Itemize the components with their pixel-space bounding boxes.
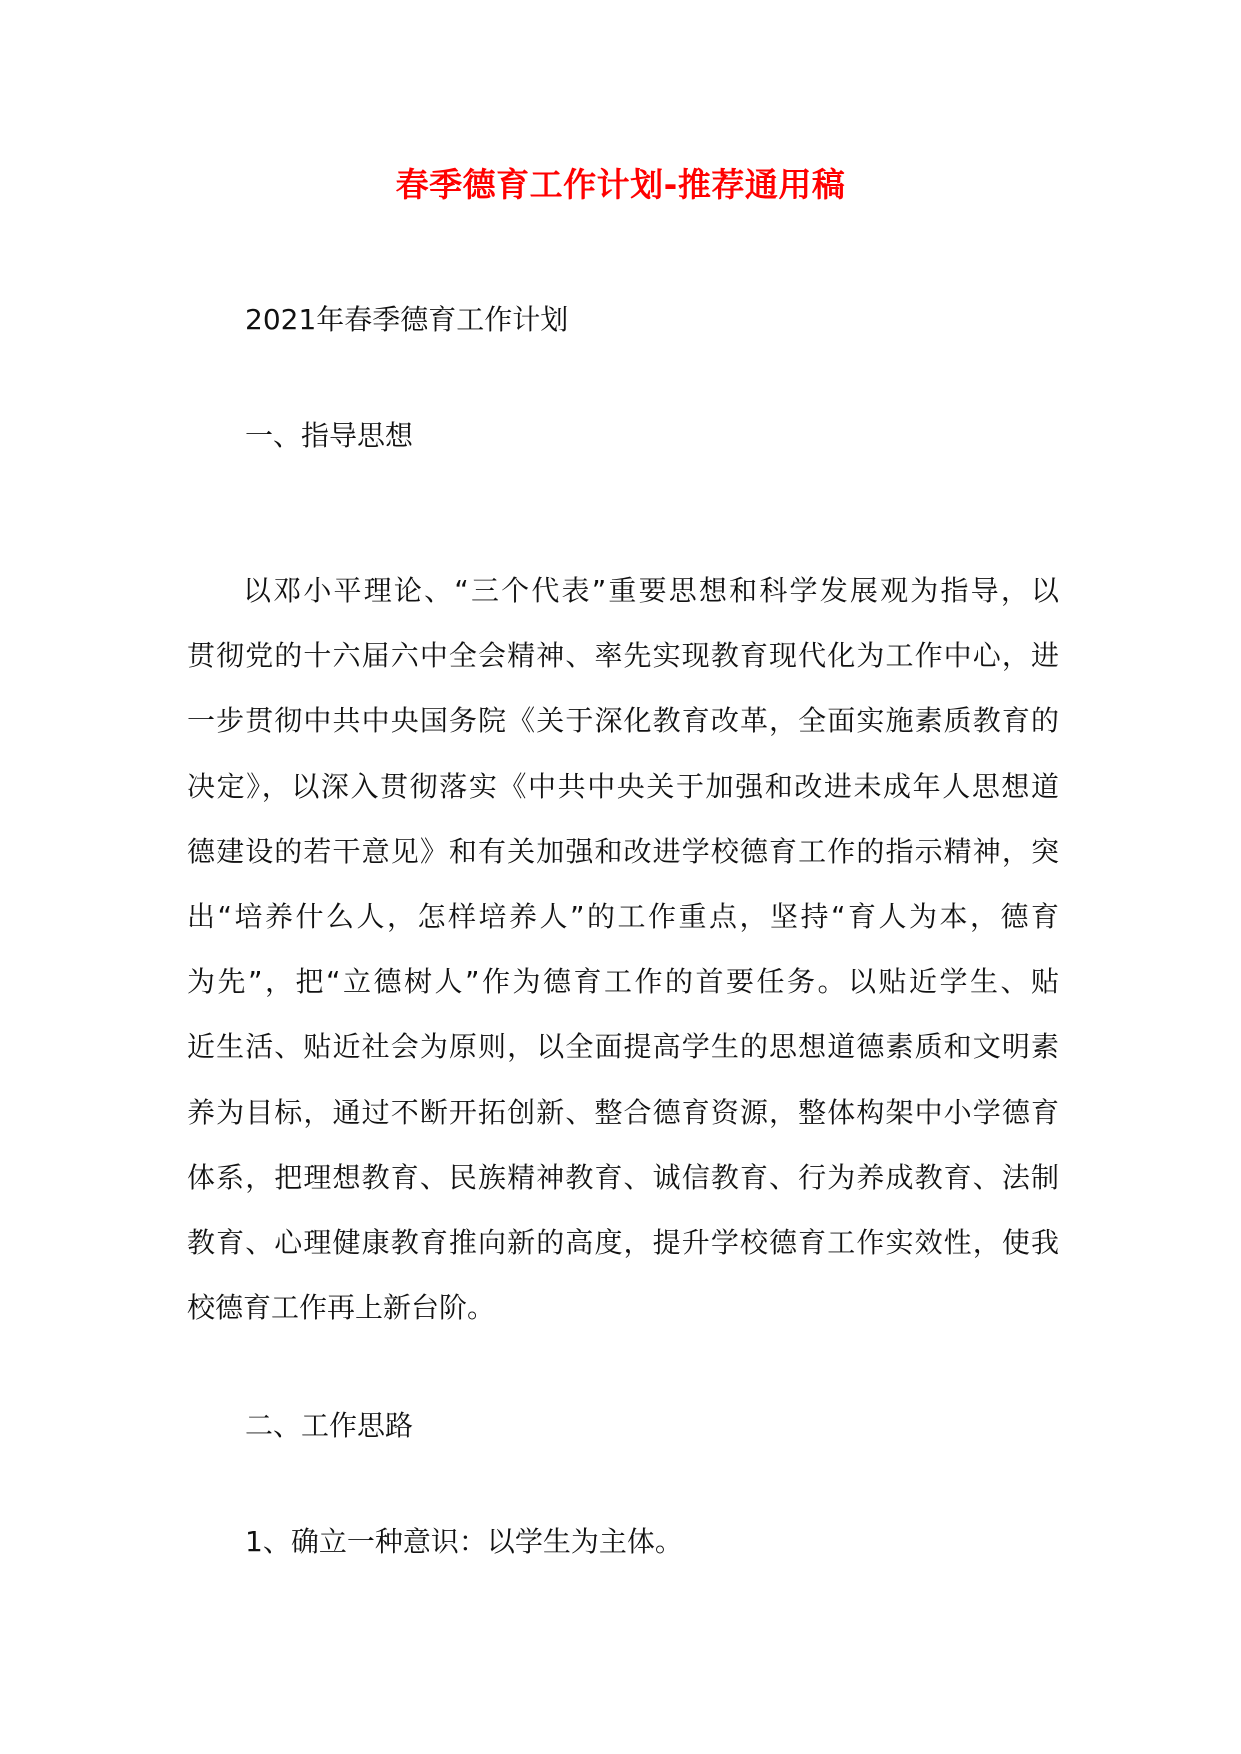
paragraph-line: 决定》，以深入贯彻落实《中共中央关于加强和改进未成年人思想道 xyxy=(187,769,1059,803)
section-heading-guiding-ideology: 一、指导思想 xyxy=(245,419,414,452)
paragraph-line: 体系，把理想教育、民族精神教育、诚信教育、行为养成教育、法制 xyxy=(187,1160,1059,1194)
paragraph-line: 以邓小平理论、“三个代表”重要思想和科学发展观为指导，以 xyxy=(243,574,1059,607)
guiding-ideology-paragraph xyxy=(187,558,1059,1340)
list-item-1: 1、确立一种意识：以学生为主体。 xyxy=(245,1525,683,1558)
paragraph-line: 养为目标，通过不断开拓创新、整合德育资源，整体构架中小学德育 xyxy=(187,1095,1059,1129)
paragraph-line: 校德育工作再上新台阶。 xyxy=(187,1291,496,1325)
paragraph-line: 德建设的若干意见》和有关加强和改进学校德育工作的指示精神，突 xyxy=(187,834,1059,868)
paragraph-line: 出“培养什么人，怎样培养人”的工作重点，坚持“育人为本，德育 xyxy=(187,899,1059,933)
paragraph-line: 近生活、贴近社会为原则，以全面提高学生的思想道德素质和文明素 xyxy=(187,1030,1059,1064)
paragraph-line: 贯彻党的十六届六中全会精神、率先实现教育现代化为工作中心，进 xyxy=(187,639,1059,673)
paragraph-line: 为先”，把“立德树人”作为德育工作的首要任务。以贴近学生、贴 xyxy=(187,965,1059,999)
document-title: 春季德育工作计划-推荐通用稿 xyxy=(395,165,846,204)
document-subtitle: 2021年春季德育工作计划 xyxy=(245,303,569,336)
paragraph-line: 一步贯彻中共中央国务院《关于深化教育改革，全面实施素质教育的 xyxy=(187,704,1059,738)
section-heading-work-approach: 二、工作思路 xyxy=(245,1409,414,1442)
paragraph-line: 教育、心理健康教育推向新的高度，提升学校德育工作实效性，使我 xyxy=(187,1225,1059,1259)
